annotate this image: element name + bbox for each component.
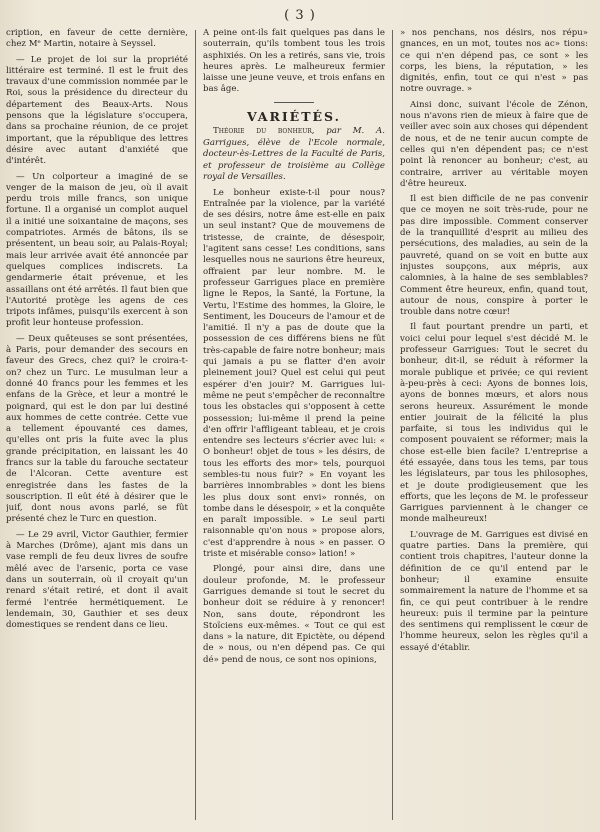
section-title-varietes: VARIÉTÉS. [247, 108, 341, 124]
page-number: ( 3 ) [284, 8, 316, 23]
book-title: Théorie du bonheur, [213, 126, 315, 137]
paragraph-work-structure: L'ouvrage de M. Garrigues est divisé en quatre parties. Dans la première, qui contient trois chapitres, l'auteur donne la définition de ce qu'il entend par le bonheur; il examine ensuite sommairement la nature de l'homme et sa fin, ce qui peut contribuer à le rendre heureux: puis il termine par la peinture des sentimens qui remplissent le cœur de l'homme heureux, selon les règles qu'il a essayé d'établir. [400, 529, 588, 653]
column-rule-left [195, 30, 196, 820]
book-review-heading [203, 126, 385, 184]
paragraph-zenon: Ainsi donc, suivant l'école de Zénon, nous n'avons rien de mieux à faire que de veiller avec soin aux choses qui dépendent de nous, et de ne tenir aucun compte de celles qui n'en dépendent pas; ce n'est point là renoncer au bonheur; c'est, au contraire, arriver au véritable moyen d'être heureux. [400, 99, 588, 189]
paragraph-gauthier-continued: A peine ont-ils fait quelques pas dans le souterrain, qu'ils tombent tous les trois asphixiés. On les a retirés, sans vie, trois heures après. Le malheureux fermier laisse une jeune veuve, et trois enfans en bas âge. [203, 28, 385, 95]
paragraph-reform-morals: Il faut pourtant prendre un parti, et voici celui pour lequel s'est décidé M. le professeur Garrigues: Tout le secret du bonheur, dit-il, se réduit à réformer la morale publique et privée; ce qui revient à-peu-près à ceci: Ayons de bonnes lois, ayons de bonnes mœurs, et alors nous serons heureux. Assurément le monde entier jouirait de la félicité la plus parfaite, si tous les individus qui le composent pouvaient se réformer; mais la chose est-elle bien facile? L'entreprise a été essayée, dans tous les tems, par tous les législateurs, par tous les philosophes, et je doute prodigieusement que les efforts, que les leçons de M. le professeur Garrigues parviennent à le changer ce monde malheureux! [400, 322, 588, 525]
paragraph-gauthier-accident: — Le 29 avril, Victor Gauthier, fermier à Marches (Drôme), ajant mis dans un vase rempli de feu deux livres de soufre mêlé avec de l'arsenic, porta ce vase dans un souterrain, où il croyait qu'un renard s'était retiré, et dont il avait fermé l'entrée hermétiquement. Le lendemain, 30, Gauthier et ses deux domestiques se rendent dans ce lieu. [6, 529, 188, 631]
section-divider [274, 102, 314, 103]
paragraph-literary-property: — Le projet de loi sur la propriété littéraire est terminé. Il est le fruit des travaux d'une commission nommée par le Roi, sous la présidence du directeur du département des Beaux-Arts. Nous pensons que la législature s'occupera, dans sa prochaine réunion, de ce projet important, que la république des lettres désire avec autant d'anxiété que d'intérêt. [6, 54, 188, 167]
paragraph-stoics: Plongé, pour ainsi dire, dans une douleur profonde, M. le professeur Garrigues demande si tout le secret du bonheur doit se réduire à y renoncer! Non, sans doute, répondront les Stoïciens eux-mêmes. « Tout ce qui est dans » la nature, dit Epictète, ou dépend de » nous, ou n'en dépend pas. Ce qui dé» pend de nous, ce sont nos opinions, [203, 564, 385, 665]
paragraph-epictetus-quote: » nos penchans, nos désirs, nos répu» gnances, en un mot, toutes nos ac» tions: ce qui n'en dépend pas, ce sont » les corps, les biens, la réputation, » les dignités, enfin, tout ce qui n'est » pas notre ouvrage. » [400, 28, 588, 95]
paragraph-difficulty: Il est bien difficile de ne pas convenir que ce moyen ne soit très-rude, pour ne pas dire impossible. Comment conserver de la tranquillité d'esprit au milieu des persécutions, des maladies, au sein de la pauvreté, quand on se voit en butte aux injustes soupçons, aux mépris, aux calomnies, à la haine de ses semblables? Comment être heureux, enfin, quand tout, autour de nous, conspire à porter le trouble dans notre cœur! [400, 194, 588, 318]
paragraph-bonheur-intro: Le bonheur existe-t-il pour nous? Entraînée par la violence, par la variété de ses désirs, notre âme est-elle en paix un seul instant? Que de mouvemens de tristesse, de crainte, de désespoir, l'agitent sans cesse! Les conditions, sans lesquelles nous ne saurions être heureux, offraient par leur nombre. M. le professeur Garrigues place en première ligne le Repos, la Santé, la Fortune, la Vertu, l'Estime des hommes, la Gloire, le Sentiment, les Douceurs de l'amour et de l'amitié. Il n'y a pas de doute que la possession de ces différens biens ne fût très-capable de faire notre bonheur; mais qui jamais a pu se flatter d'en avoir pleinement joui? Quel est celui qui peut espérer d'en jouir? M. Garrigues lui-même ne peut s'empêcher de reconnaître tous les obstacles qui s'opposent à cette possession; lui-même il prend la peine d'en offrir l'affligeant tableau, et je crois entendre ses lecteurs s'écrier avec lui: « O bonheur! objet de tous » les désirs, de tous les efforts des mor» tels, pourquoi sembles-tu nous fuir? » En voyant les barrières innombrables » dont les biens les plus doux sont envi» ronnés, on tombe dans le désespoir, » et la conquête en paraît impossible. » Le seul parti raisonnable qu'on nous » propose alors, c'est d'apprendre à nous » en passer. O triste et misérable conso» lation! » [203, 187, 385, 560]
paragraph-greek-collectors: — Deux quêteuses se sont présentées, à Paris, pour demander des secours en faveur des Grecs, chez qui? le croira-t-on? chez un Turc. Le musulman leur a donné 40 francs pour les femmes et les enfans de la Grèce, et leur a montré le poignard, qui est le don par lui destiné aux hommes de cette contrée. Cette vue a tellement épouvanté ces dames, qu'elles ont pris la fuite avec la plus grande précipitation, en laissant les 40 francs sur la table du farouche sectateur de l'Alcoran. Cette aventure est enregistrée dans les fastes de la souscription. Il eût été à désirer que le juif, dont nous avons parlé, se fût présenté chez le Turc en question. [6, 333, 188, 525]
paragraph-peddler-plot: — Un colporteur a imaginé de se venger de la maison de jeu, où il avait perdu trois mille francs, son unique fortune. Il a organisé un complot auquel il a initié une soixantaine de maçons, ses compatriotes. Armés de bâtons, ils se présentent, un beau soir, au Palais-Royal; mais leur arrivée avait été annoncée par quelques complices indiscrets. La gendarmerie était prévenue, et les assaillans ont été arrêtés. Il faut bien que l'Autorité protège les agens de ces tripots infâmes, puisqu'ils exercent à son profit leur honteuse profession. [6, 171, 188, 329]
column-right [400, 28, 588, 824]
column-left [6, 28, 188, 824]
paragraph-subscription-end: cription, en faveur de cette dernière, chez Mᵉ Martin, notaire à Seyssel. [6, 28, 188, 50]
column-middle [203, 28, 385, 824]
column-rule-right [392, 30, 393, 820]
book-author-credit: par M. A. Garrigues, élève de l'Ecole normale, docteur-ès-Lettres de la Faculté de Paris, et professeur de troisième au Collège royal de Versailles. [203, 126, 385, 183]
